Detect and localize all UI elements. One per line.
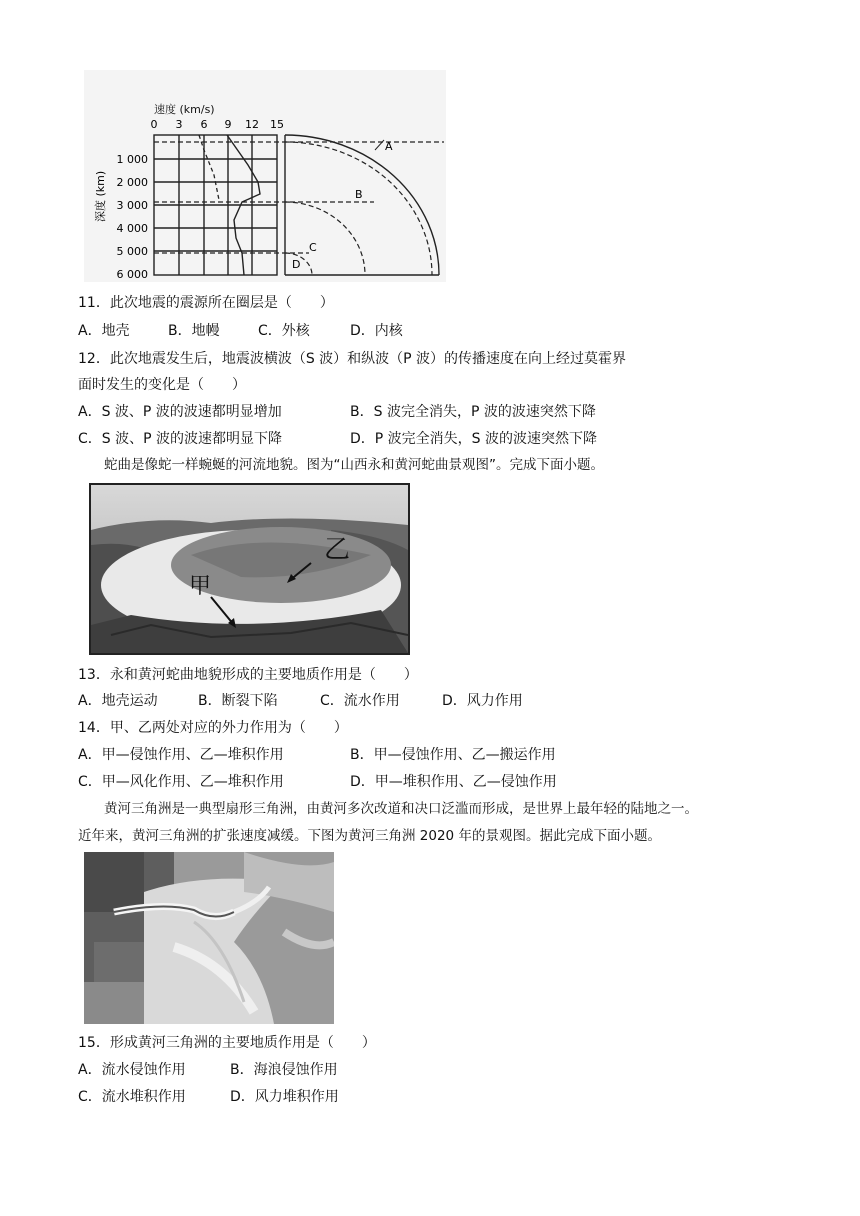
speed-tick: 3 [175,118,183,131]
q11-option-c: C．外核 [258,323,310,339]
q12-option-c: C．S 波、P 波的波速都明显下降 [78,431,283,447]
speed-tick: 6 [200,118,208,131]
q11-option-a: A．地壳 [78,323,130,339]
speed-tick: 9 [224,118,232,131]
q14-option-d: D．甲—堆积作用、乙—侵蚀作用 [350,774,557,790]
speed-tick: 15 [270,118,284,131]
q14-stem: 14．甲、乙两处对应的外力作用为（ ） [78,720,348,736]
q15-stem: 15．形成黄河三角洲的主要地质作用是（ ） [78,1035,376,1051]
depth-tick: 2 000 [116,176,148,189]
q12-stem-line1: 12．此次地震发生后，地震波横波（S 波）和纵波（P 波）的传播速度在向上经过莫霍界 [78,351,627,367]
depth-tick: 6 000 [116,268,148,281]
depth-tick: 1 000 [116,153,148,166]
q13-option-a: A．地壳运动 [78,693,158,709]
intro-delta-line1: 黄河三角洲是一典型扇形三角洲，由黄河多次改道和决口泛滥而形成，是世界上最年轻的陆地之一。 [104,801,698,817]
q15-option-b: B．海浪侵蚀作用 [230,1062,338,1078]
depth-tick: 5 000 [116,245,148,258]
q11-option-b: B．地幔 [168,323,220,339]
q13-option-b: B．断裂下陷 [198,693,278,709]
q12-stem-line2: 面时发生的变化是（ ） [78,377,246,393]
q12-option-b: B．S 波完全消失，P 波的波速突然下降 [350,404,596,420]
q15-option-a: A．流水侵蚀作用 [78,1062,186,1078]
q13-stem: 13．永和黄河蛇曲地貌形成的主要地质作用是（ ） [78,667,418,683]
q13-option-c: C．流水作用 [320,693,400,709]
q15-option-c: C．流水堆积作用 [78,1089,186,1105]
speed-tick: 12 [245,118,259,131]
q11-option-d: D．内核 [350,323,403,339]
q12-option-a: A．S 波、P 波的波速都明显增加 [78,404,282,420]
seismic-wave-figure [84,70,446,282]
label-yi: 乙 [324,535,351,565]
layer-label-d: D [292,258,301,271]
depth-tick: 3 000 [116,199,148,212]
q14-option-b: B．甲—侵蚀作用、乙—搬运作用 [350,747,556,763]
speed-axis-label: 速度 (km/s) [154,103,215,116]
label-jia: 甲 [189,574,212,599]
intro-delta-line2: 近年来，黄河三角洲的扩张速度减缓。下图为黄河三角洲 2020 年的景观图。据此完成下面小题。 [78,828,661,844]
depth-axis-label: 深度 (km) [94,170,107,222]
q14-option-a: A．甲—侵蚀作用、乙—堆积作用 [78,747,284,763]
depth-tick: 4 000 [116,222,148,235]
intro-meander: 蛇曲是像蛇一样蜿蜒的河流地貌。图为“山西永和黄河蛇曲景观图”。完成下面小题。 [104,457,604,473]
q14-option-c: C．甲—风化作用、乙—堆积作用 [78,774,284,790]
layer-label-b: B [355,188,363,201]
layer-label-a: A [385,140,393,153]
meander-photo [89,483,410,655]
speed-tick: 0 [150,118,158,131]
q13-option-d: D．风力作用 [442,693,523,709]
q15-option-d: D．风力堆积作用 [230,1089,339,1105]
layer-label-c: C [309,241,317,254]
q11-stem: 11．此次地震的震源所在圈层是（ ） [78,295,334,311]
delta-satellite-image [84,852,334,1024]
q12-option-d: D．P 波完全消失，S 波的波速突然下降 [350,431,598,447]
